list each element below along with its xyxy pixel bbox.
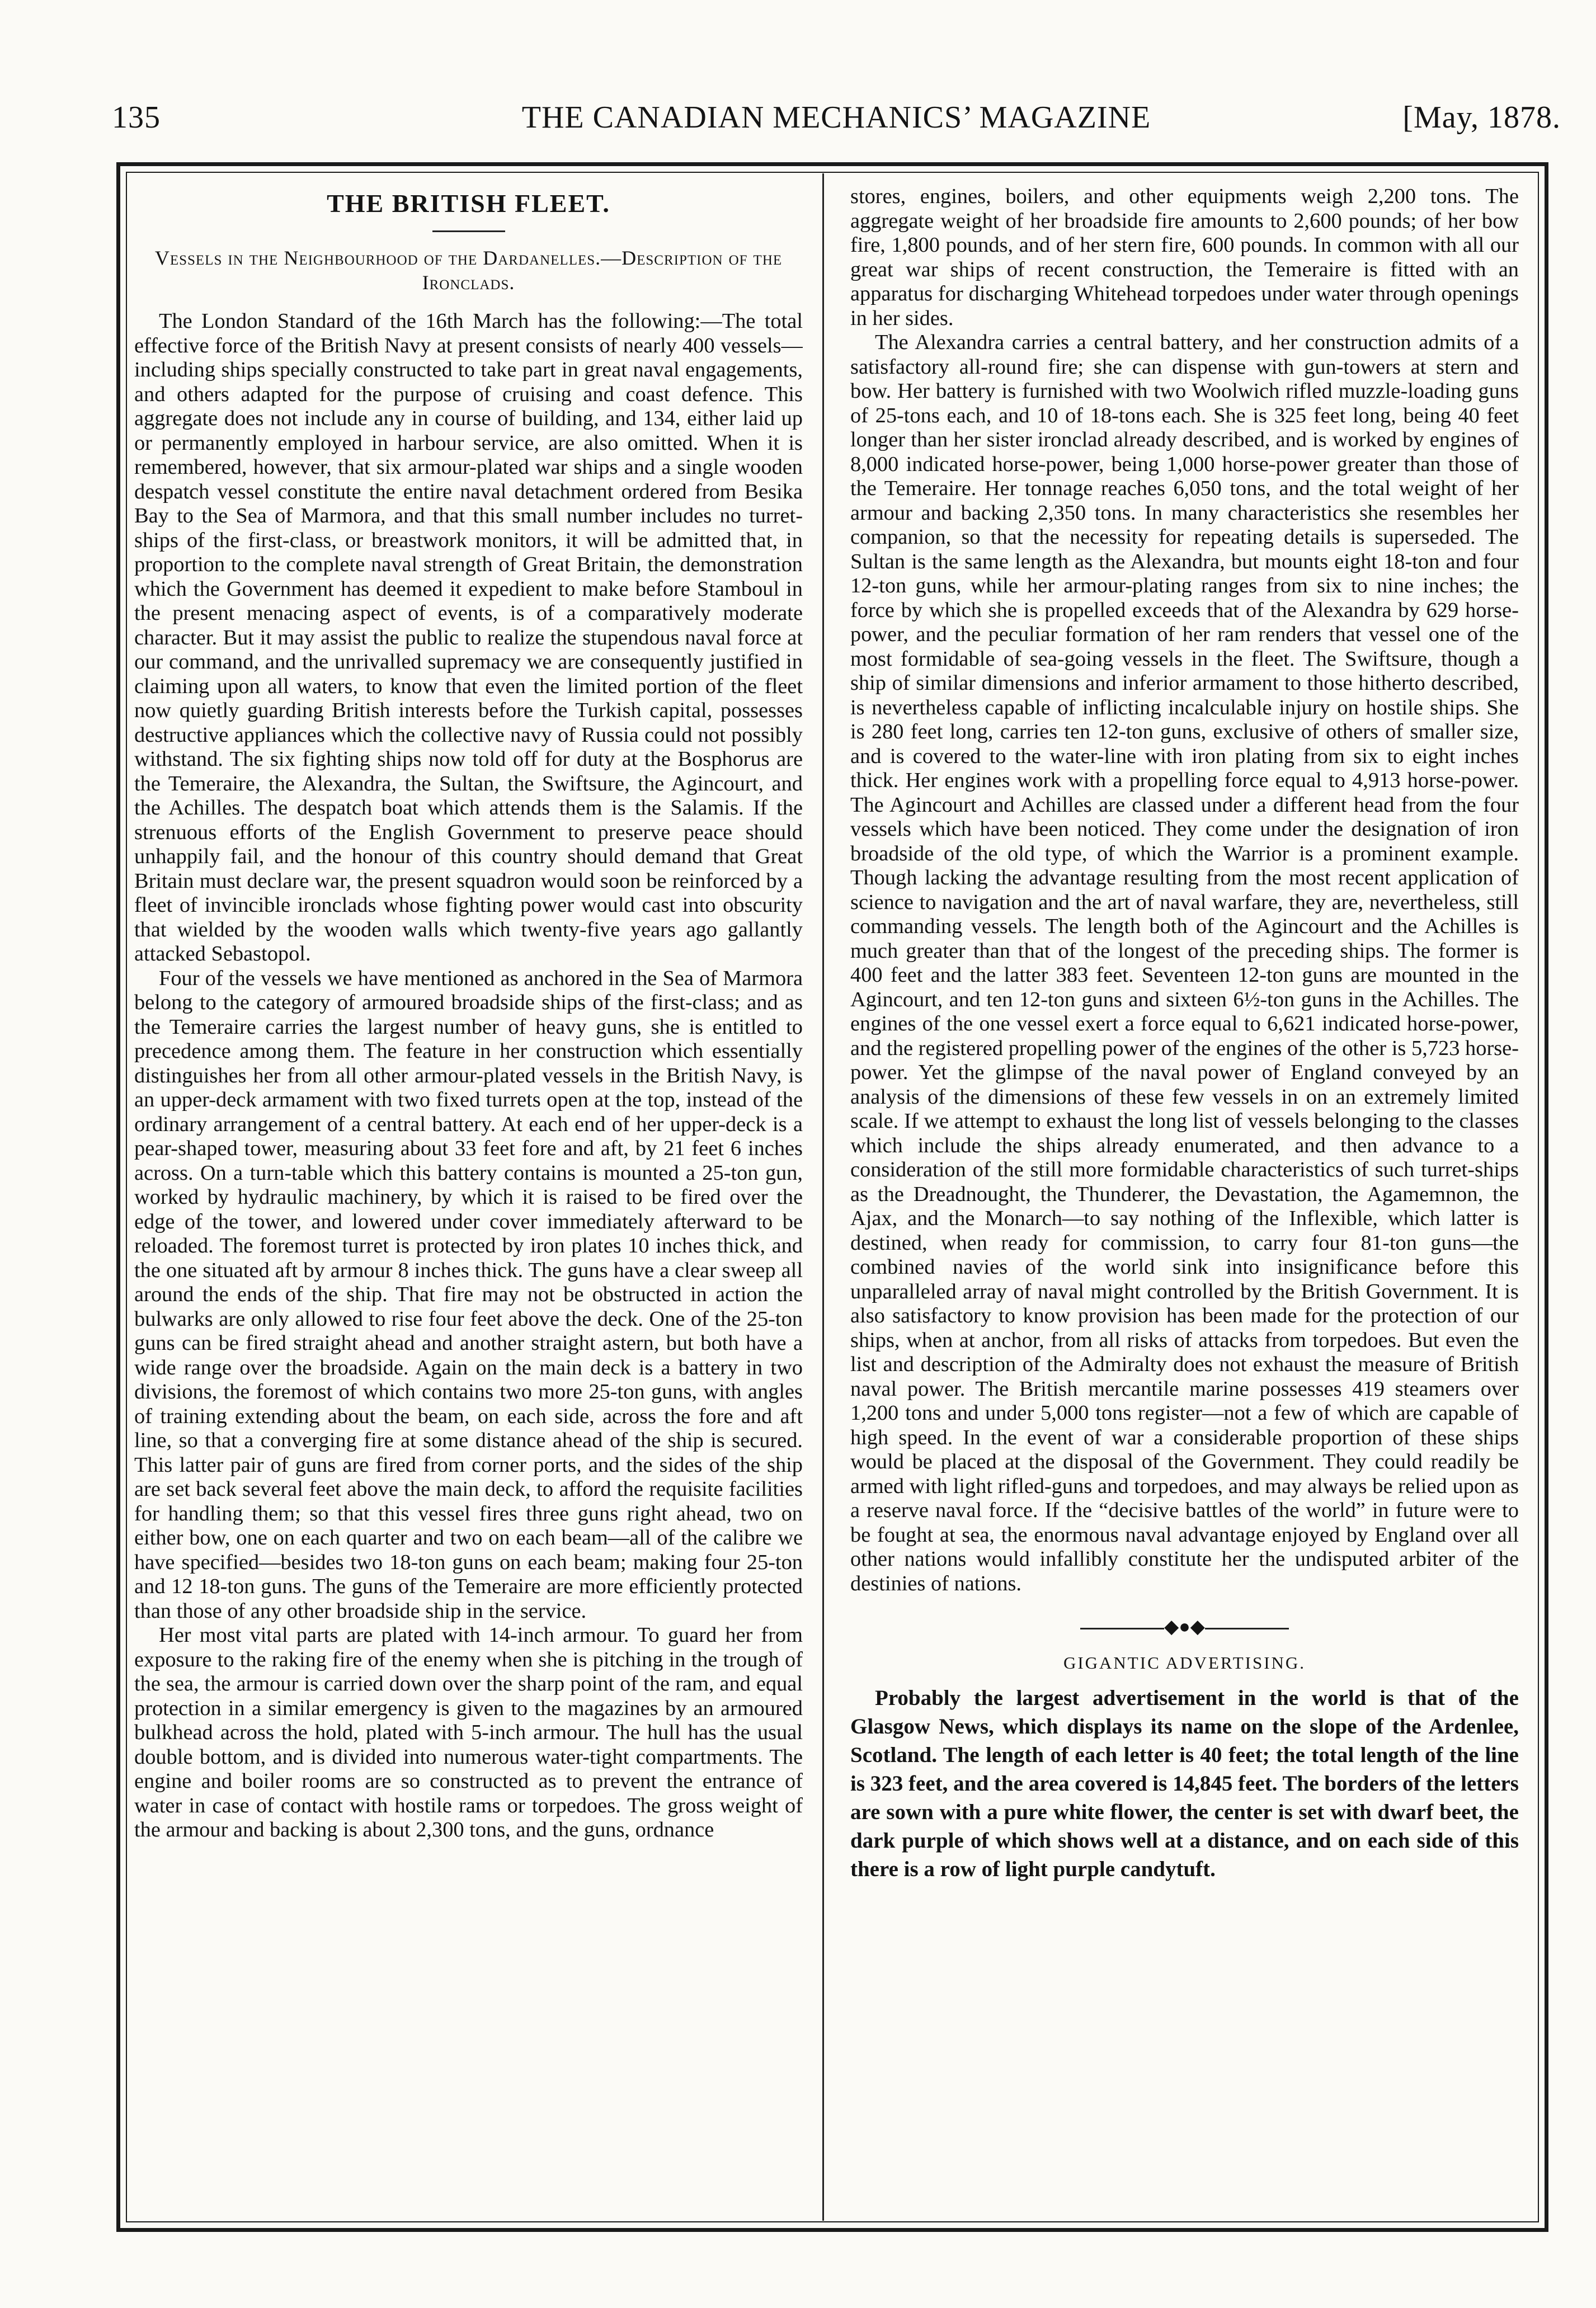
issue-date: [May, 1878. <box>1402 100 1561 135</box>
page-header <box>112 100 1561 144</box>
article-paragraph: Her most vital parts are plated with 14-inch armour. To guard her from exposure to the raking fire of the enemy when she is pitching in the trough of the sea, the armour is carried down over the sharp point of the ram, and equal protection in a similar emergency is given to the magazines by an armoured bulkhead across the hold, plated with 5-inch armour. The hull has the usual double bottom, and is divided into numerous water-tight compartments. The engine and boiler rooms are so constructed as to prevent the entrance of water in case of contact with hostile rams or torpedoes. The gross weight of the armour and backing is about 2,300 tons, and the guns, ordnance <box>134 1623 803 1841</box>
magazine-title: THE CANADIAN MECHANICS’ MAGAZINE <box>521 100 1151 135</box>
advertisement-body: Probably the largest advertisement in the world is that of the Glasgow News, which displays its name on the slope of the Ardenlee, Scotland. The length of each letter is 40 feet; the total length of the line is 323 feet, and the area covered is 14,845 feet. The borders of the letters are sown with a pure white flower, the center is set with dwarf beet, the dark purple of which shows well at a distance, and on each side of this there is a row of light purple candytuft. <box>850 1686 1519 1881</box>
advertisement-title: GIGANTIC ADVERTISING. <box>1063 1652 1306 1673</box>
article-paragraph: The London Standard of the 16th March has the following:—The total effective force of the British Navy at present consists of nearly 400 vessels—including ships specially constructed to take part in great naval engagements, and others adapted for the purpose of cruising and coast defence. This aggregate does not include any in course of building, and 134, either laid up or permanently employed in harbour service, are also omitted. When it is remembered, however, that six armour-plated war ships and a single wooden despatch vessel constitute the entire naval detachment ordered from Besika Bay to the Sea of Marmora, and that this small number includes no turret-ships of the first-class, or breastwork monitors, it will be admitted that, in proportion to the complete naval strength of Great Britain, the demonstration which the Government has deemed it expedient to make before Stamboul in the present menacing aspect of events, is of a comparatively moderate character. But it may assist the public to realize the stupendous naval force at our command, and the unrivalled supremacy we are consequently justified in claiming upon all waters, to know that even the limited portion of the fleet now quietly guarding British interests before the Turkish capital, possesses destructive appliances which the collective navy of Russia could not possibly withstand. The six fighting ships now told off for duty at the Bosphorus are the Temeraire, the Alexandra, the Sultan, the Swiftsure, the Agincourt, and the Achilles. The despatch boat which attends them is the Salamis. If the strenuous efforts of the English Government to preserve peace should unhappily fail, and the honour of this country should demand that Great Britain must declare war, the present squadron would soon be reinforced by a fleet of invincible ironclads whose fighting power would cast into obscurity that wielded by the wooden walls which twenty-five years ago gallantly attacked Sebastopol. <box>134 309 803 965</box>
column-divider <box>822 173 824 2221</box>
article-paragraph: Four of the vessels we have mentioned as anchored in the Sea of Marmora belong to the category of armoured broadside ships of the first-class; and as the Temeraire carries the largest number of heavy guns, she is entitled to precedence among them. The feature in her construction which essentially distinguishes her from all other armour-plated vessels in the British Navy, is an upper-deck armament with two fixed turrets open at the top, instead of the ordinary arrangement of a central battery. At each end of her upper-deck is a pear-shaped tower, measuring about 33 feet fore and aft, by 21 feet 6 inches across. On a turn-table which this battery contains is mounted a 25-ton gun, worked by hydraulic machinery, by which it is raised to be fired over the edge of the tower, and lowered under cover immediately afterward to be reloaded. The foremost turret is protected by iron plates 10 inches thick, and the one situated aft by armour 8 inches thick. The guns have a clear sweep all around the ends of the ship. That fire may not be obstructed in action the bulwarks are only allowed to rise four feet above the deck. One of the 25-ton guns can be fired straight ahead and another straight astern, but both have a wide range over the broadside. Again on the main deck is a battery in two divisions, the foremost of which contains two more 25-ton guns, with angles of training extending about the beam, on each side, across the fore and aft line, so that a converging fire at some distance ahead of the ship is secured. This latter pair of guns are fired from corner ports, and the sides of the ship are set back several feet above the main deck, to afford the requisite facilities for handling them; so that this vessel fires three guns right ahead, two on either bow, one on each quarter and two on each beam—all of the calibre we have specified—besides two 18-ton guns on each beam; making four 25-ton and 12 18-ton guns. The guns of the Temeraire are more efficiently protected than those of any other broadside ship in the service. <box>134 966 803 1623</box>
title-rule <box>432 230 505 232</box>
article-subtitle: Vessels in the Neighbourhood of the Dardanelles.—Description of the Ironclads. <box>154 247 783 294</box>
page-number: 135 <box>112 100 161 135</box>
section-ornament: ◆●◆ <box>850 1615 1519 1640</box>
right-column <box>850 185 1519 2210</box>
article-paragraph: The Alexandra carries a central battery, and her construction admits of a satisfactory all-round fire; she can dispense with gun-towers at stern and bow. Her battery is furnished with two Woolwich rifled muzzle-loading guns of 25-tons each, and 10 of 18-tons each. She is 325 feet long, being 40 feet longer than her sister ironclad already described, and is worked by engines of 8,000 indicated horse-power, being 1,000 horse-power greater than those of the Temeraire. Her tonnage reaches 6,050 tons, and the total weight of her armour and backing 2,350 tons. In many characteristics she resembles her companion, so that the necessity for repeating details is superseded. The Sultan is the same length as the Alexandra, but mounts eight 18-ton and four 12-ton guns, while her armour-plating ranges from six to nine inches; the force by which she is propelled exceeds that of the Alexandra by 629 horse-power, and the peculiar formation of her ram renders that vessel one of the most formidable of sea-going vessels in the fleet. The Swiftsure, though a ship of similar dimensions and inferior armament to those hitherto described, is nevertheless capable of inflicting incalculable injury on hostile ships. She is 280 feet long, carries ten 12-ton guns, exclusive of others of smaller size, and is covered to the water-line with iron plating from six to eight inches thick. Her engines work with a propelling force equal to 4,913 horse-power. The Agincourt and Achilles are classed under a different head from the four vessels which have been noticed. They come under the designation of iron broadside of the old type, of which the Warrior is a prominent example. Though lacking the advantage resulting from the most recent application of science to navigation and the art of naval warfare, they are, nevertheless, still commanding vessels. The length both of the Agincourt and the Achilles is much greater than that of the longest of the preceding ships. The former is 400 feet and the latter 383 feet. Seventeen 12-ton guns are mounted in the Agincourt, and ten 12-ton guns and sixteen 6½-ton guns in the Achilles. The engines of the one vessel exert a force equal to 6,621 indicated horse-power, and the registered propelling power of the engines of the other is 5,723 horse-power. Yet the glimpse of the naval power of England conveyed by an analysis of the dimensions of these few vessels in on an extremely limited scale. If we attempt to exhaust the long list of vessels belonging to the classes which include the ships already enumerated, and then advance to a consideration of the still more formidable characteristics of such turret-ships as the Dreadnought, the Thunderer, the Devastation, the Agamemnon, the Ajax, and the Monarch—to say nothing of the Inflexible, which latter is destined, when ready for commission, to carry four 81-ton guns—the combined navies of the world sink into insignificance before this unparalleled array of naval might controlled by the British Government. It is also satisfactory to know provision has been made for the protection of our ships, when at anchor, from all risks of attacks from torpedoes. But even the list and description of the Admiralty does not exhaust the measure of British naval power. The British mercantile marine possesses 419 steamers over 1,200 tons and under 5,000 tons register—not a few of which are capable of high speed. In the event of war a considerable proportion of these ships would be placed at the disposal of the Government. They could readily be armed with light rifled-guns and torpedoes, and may always be relied upon as a reserve naval force. If the “decisive battles of the world” in future were to be fought at sea, the enormous naval advantage enjoyed by England over all other nations would infallibly constitute her the undisputed arbiter of the destinies of nations. <box>850 331 1519 1595</box>
left-column <box>134 185 803 2210</box>
article-title: THE BRITISH FLEET. <box>327 189 610 218</box>
article-paragraph: stores, engines, boilers, and other equipments weigh 2,200 tons. The aggregate weight of her broadside fire amounts to 2,600 pounds; of her bow fire, 1,800 pounds, and of her stern fire, 600 pounds. In common with all our great war ships of recent construction, the Temeraire is fitted with an apparatus for discharging Whitehead torpedoes under water through openings in her sides. <box>850 185 1519 330</box>
